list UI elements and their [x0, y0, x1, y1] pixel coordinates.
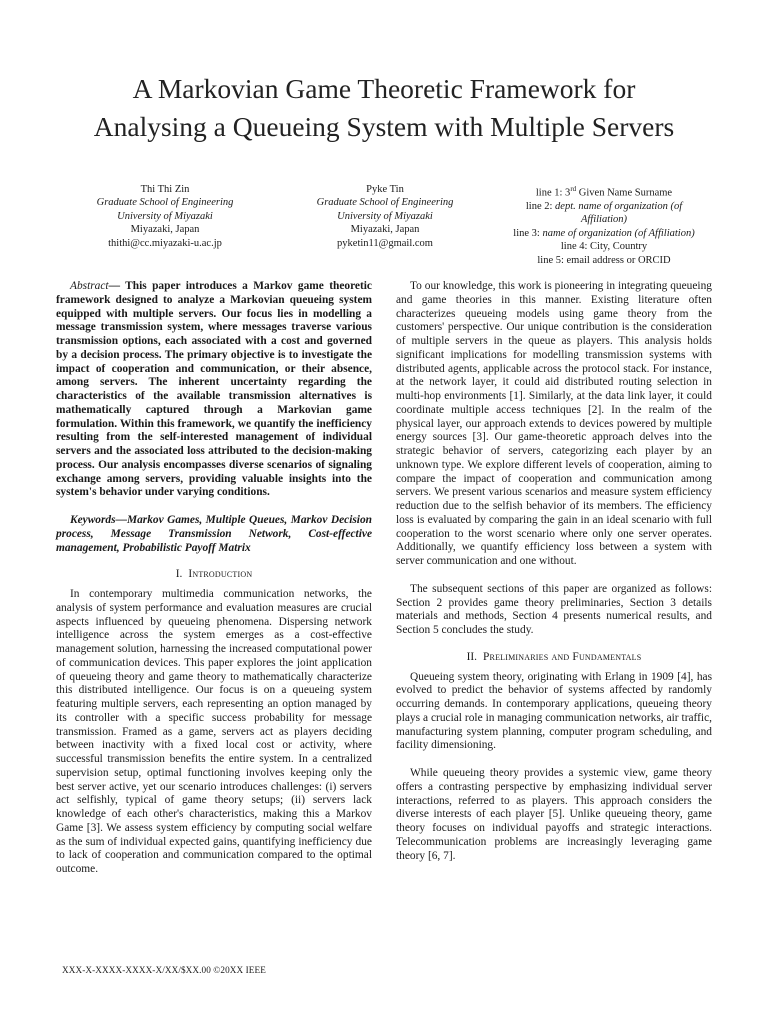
author-org: University of Miyazaki: [117, 210, 213, 222]
left-column: [56, 280, 372, 877]
author-dept: Graduate School of Engineering: [96, 197, 234, 209]
author-placeholder-line-1: line 1: 3rd Given Name Surname: [535, 185, 673, 199]
author-name: Thi Thi Zin: [140, 184, 190, 195]
author-placeholder-line-2: line 2: dept. name of organization (of: [525, 200, 683, 212]
author-org: University of Miyazaki: [337, 210, 433, 222]
intro-paragraph-2: To our knowledge, this work is pioneering in integrating queueing and game theories in this manner. Existing literature often characterizes queueing models using game theory from the customers' perspective. Our unique contribution is the consideration of multiple servers in the queue as players. This analysis holds significant implications for modelling transmission systems with distributed agents, applicable across the protocol stack. For instance, at the network layer, it could aid distributed routing selection in multi-hop environments [1]. Similarly, at the data link layer, it could coordinate multiple access techniques [2]. In the realm of the physical layer, our approach extends to devices powered by multiple energy sources [3]. Our game-theoretic approach delves into the strategic behavior of servers, categorizing each player by an unknown type. We explore different levels of cooperation, aiming to compare the impact of cooperation and communication among servers. We present various scenarios and measure system efficiency reduction due to the selfish behavior of its members. The efficiency loss is evaluated by comparing the gain in an ideal scenario with full cooperation to the worst scenario where only one server operates. Additionally, we quantify efficiency loss between a system with server communication and one without.: [396, 280, 712, 567]
author-email: thithi@cc.miyazaki-u.ac.jp: [108, 237, 222, 249]
keywords-text: —Markov Games, Multiple Queues, Markov Decision process, Message Transmission Network, Cost-effective management, Probabilistic Payoff Matrix: [56, 514, 372, 554]
author-block-2: [275, 183, 495, 250]
author-block-3: [490, 183, 718, 267]
section-heading-introduction: I. Introduction: [175, 568, 253, 581]
keywords-label: Keywords: [70, 514, 116, 526]
abstract-label: Abstract: [70, 280, 109, 292]
author-block-1: [55, 183, 275, 250]
right-column: [396, 280, 712, 863]
paper-title: [40, 70, 728, 146]
author-location: Miyazaki, Japan: [350, 224, 420, 236]
keywords: [56, 514, 372, 555]
author-dept: Graduate School of Engineering: [316, 197, 454, 209]
author-placeholder-line-4: line 4: City, Country: [560, 241, 648, 253]
author-email: pyketin11@gmail.com: [337, 237, 433, 249]
abstract: [56, 280, 372, 500]
abstract-dash: —: [108, 280, 120, 292]
title-line-1: A Markovian Game Theoretic Framework for: [132, 73, 636, 104]
author-placeholder-line-2b: Affiliation): [580, 214, 628, 226]
section-heading-preliminaries: II. Preliminaries and Fundamentals: [466, 650, 642, 663]
abstract-text: This paper introduces a Markov game theoretic framework designed to analyze a Markovian queueing system equipped with multiple servers. Our focus lies in modelling a message transmission system, where messages traverse various transmission options, each associated with a cost and governed by a decision process. The primary objective is to investigate the impact of cooperation and communication, or their absence, among servers. The inherent uncertainty regarding the characteristics of the available transmission alternatives is mathematically captured through a Markovian game formulation. Within this framework, we quantify the inefficiency resulting from the self-interested management of individual servers and the associated loss attributed to the decision-making process. Our analysis encompasses diverse scenarios of signaling exchange among servers, providing valuable insights into the system's behavior under varying conditions.: [56, 280, 372, 499]
title-line-2: Analysing a Queueing System with Multiple Servers: [93, 111, 675, 142]
intro-paragraph-3: The subsequent sections of this paper are organized as follows: Section 2 provides game theory preliminaries, Section 3 details materials and methods, Section 4 presents numerical results, and Section 5 concludes the study.: [396, 582, 712, 636]
copyright-footer: XXX-X-XXXX-XXXX-X/XX/$XX.00 ©20XX IEEE: [62, 965, 266, 975]
author-placeholder-line-5: line 5: email address or ORCID: [537, 254, 671, 266]
prelim-paragraph-2: While queueing theory provides a systemic view, game theory offers a contrasting perspective by emphasizing individual server interactions, referred to as players. This approach considers the diverse interests of each player [5]. Unlike queueing theory, game theory focuses on individual payoffs and strategic interactions. Telecommunication problems are increasingly leveraging game theory [6, 7].: [396, 767, 712, 862]
author-name: Pyke Tin: [366, 184, 404, 195]
author-placeholder-line-3: line 3: name of organization (of Affiliation): [513, 227, 695, 239]
author-location: Miyazaki, Japan: [130, 224, 200, 236]
intro-paragraph-1: In contemporary multimedia communication networks, the analysis of system performance and evaluation measures are crucial aspects influenced by queueing phenomena. Dispersing network intelligence across the system emerges as a cost-effective management solution, harnessing the increased computational power of communication devices. This paper explores the joint application of queueing theory and game theory to mathematically characterize this distributed intelligence. Our focus is on a queueing system featuring multiple servers, each representing an option managed by its controller with a specific success probability for message transmission. Framed as a game, servers act as players deciding between inactivity with a fixed local cost or activity, where successful transmission benefits the entire system. In a centralized supervision setup, optimal functioning involves keeping only the best server active, yet our scenario introduces challenges: (i) servers act selfishly, typical of game theory setups; (ii) servers lack knowledge of each other's characteristics, making this a Markov Game [3]. We assess system efficiency by computing social welfare as the sum of individual expected gains, quantifying inefficiency due to lack of cooperation and communication compared to the optimal outcome.: [56, 588, 372, 875]
prelim-paragraph-1: Queueing system theory, originating with Erlang in 1909 [4], has evolved to predict the behavior of systems affected by randomly occurring demands. In contemporary applications, queueing theory plays a crucial role in managing communication networks, air traffic, manufacturing system planning, computer program scheduling, and facility dimensioning.: [396, 670, 712, 752]
